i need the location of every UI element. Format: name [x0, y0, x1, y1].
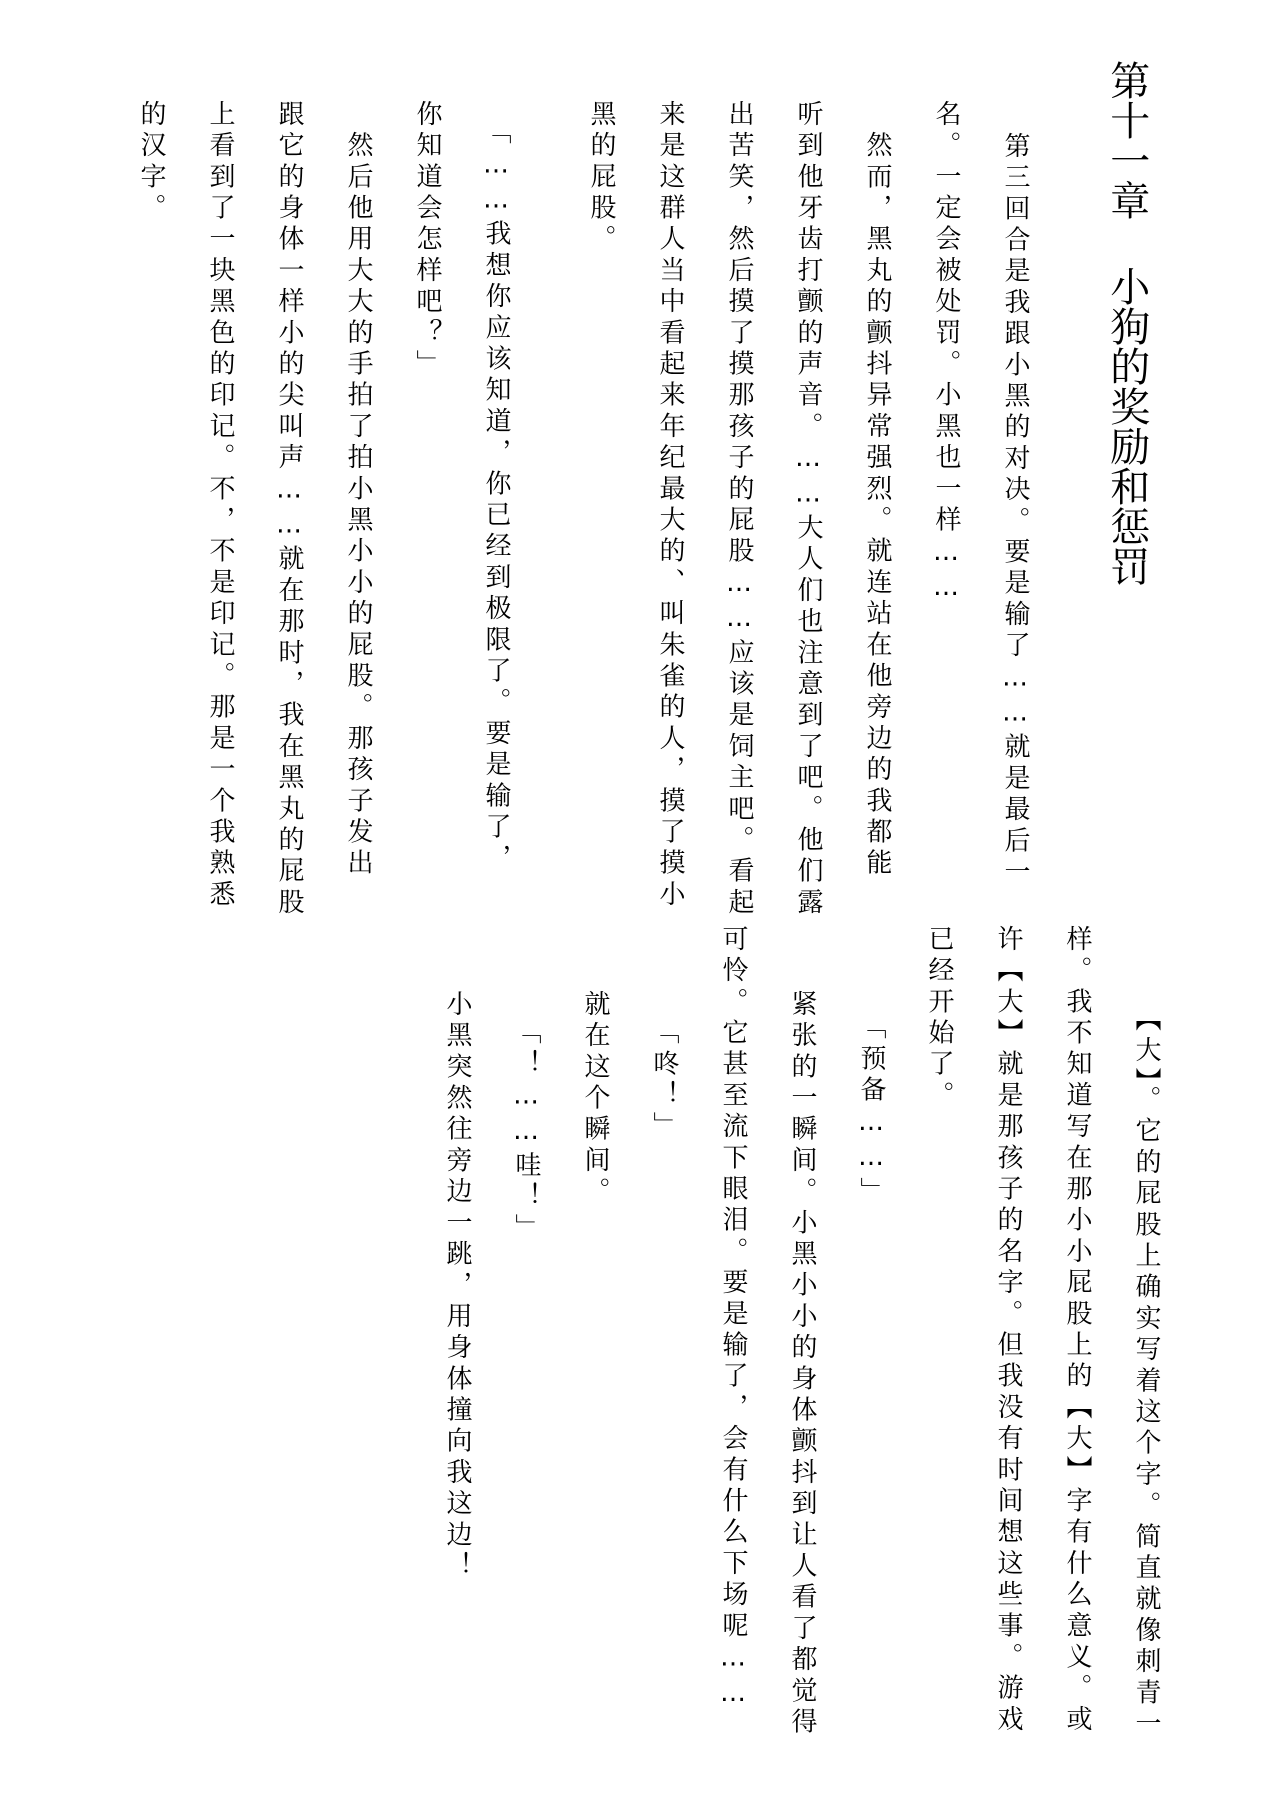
dialogue-column: 「咚！」	[649, 1000, 679, 1143]
text-column: 样。我不知道写在那小小屁股上的【大】字有什么意义。或	[1062, 925, 1092, 1737]
text-column: 的汉字。	[136, 100, 166, 225]
text-column: 可怜。它甚至流下眼泪。要是输了，会有什么下场呢……	[718, 925, 748, 1713]
text-column: 【大】。它的屁股上确实写着这个字。简直就像刺青一	[1131, 1005, 1161, 1741]
dialogue-column: 「！……哇！」	[511, 1000, 541, 1245]
text-column: 紧张的一瞬间。小黑小小的身体颤抖到让人看了都觉得	[787, 990, 817, 1739]
dialogue-column: 你知道会怎样吧？」	[412, 100, 442, 381]
text-column: 听到他牙齿打颤的声音。……大人们也注意到了吧。他们露	[793, 100, 823, 920]
text-column: 出苦笑，然后摸了摸那孩子的屁股……应该是饲主吧。看起	[724, 100, 754, 920]
dialogue-column: 「预备……」	[856, 995, 886, 1209]
dialogue-column: 「……我想你应该知道，你已经到极限了。要是输了，	[481, 100, 511, 875]
text-column: 来是这群人当中看起来年纪最大的、叫朱雀的人，摸了摸小	[655, 100, 685, 912]
text-column: 就在这个瞬间。	[580, 990, 610, 1209]
text-column: 跟它的身体一样小的尖叫声……就在那时，我在黑丸的屁股	[274, 100, 304, 920]
text-column: 名。一定会被处罚。小黑也一样……	[931, 100, 961, 608]
text-column: 小黑突然往旁边一跳，用身体撞向我这边！	[442, 990, 472, 1583]
text-column: 已经开始了。	[924, 925, 954, 1113]
text-column: 第三回合是我跟小黑的对决。要是输了……就是最后一	[1000, 132, 1030, 889]
text-column: 上看到了一块黑色的印记。不，不是印记。那是一个我熟悉	[205, 100, 235, 912]
text-column: 然后他用大大的手拍了拍小黑小小的屁股。那孩子发出	[343, 100, 373, 880]
text-column: 黑的屁股。	[586, 100, 616, 256]
chapter-title: 第十一章 小狗的奖励和惩罚	[1103, 60, 1150, 586]
text-column: 许【大】就是那孩子的名字。但我没有时间想这些事。游戏	[993, 925, 1023, 1737]
text-column: 然而，黑丸的颤抖异常强烈。就连站在他旁边的我都能	[862, 100, 892, 880]
